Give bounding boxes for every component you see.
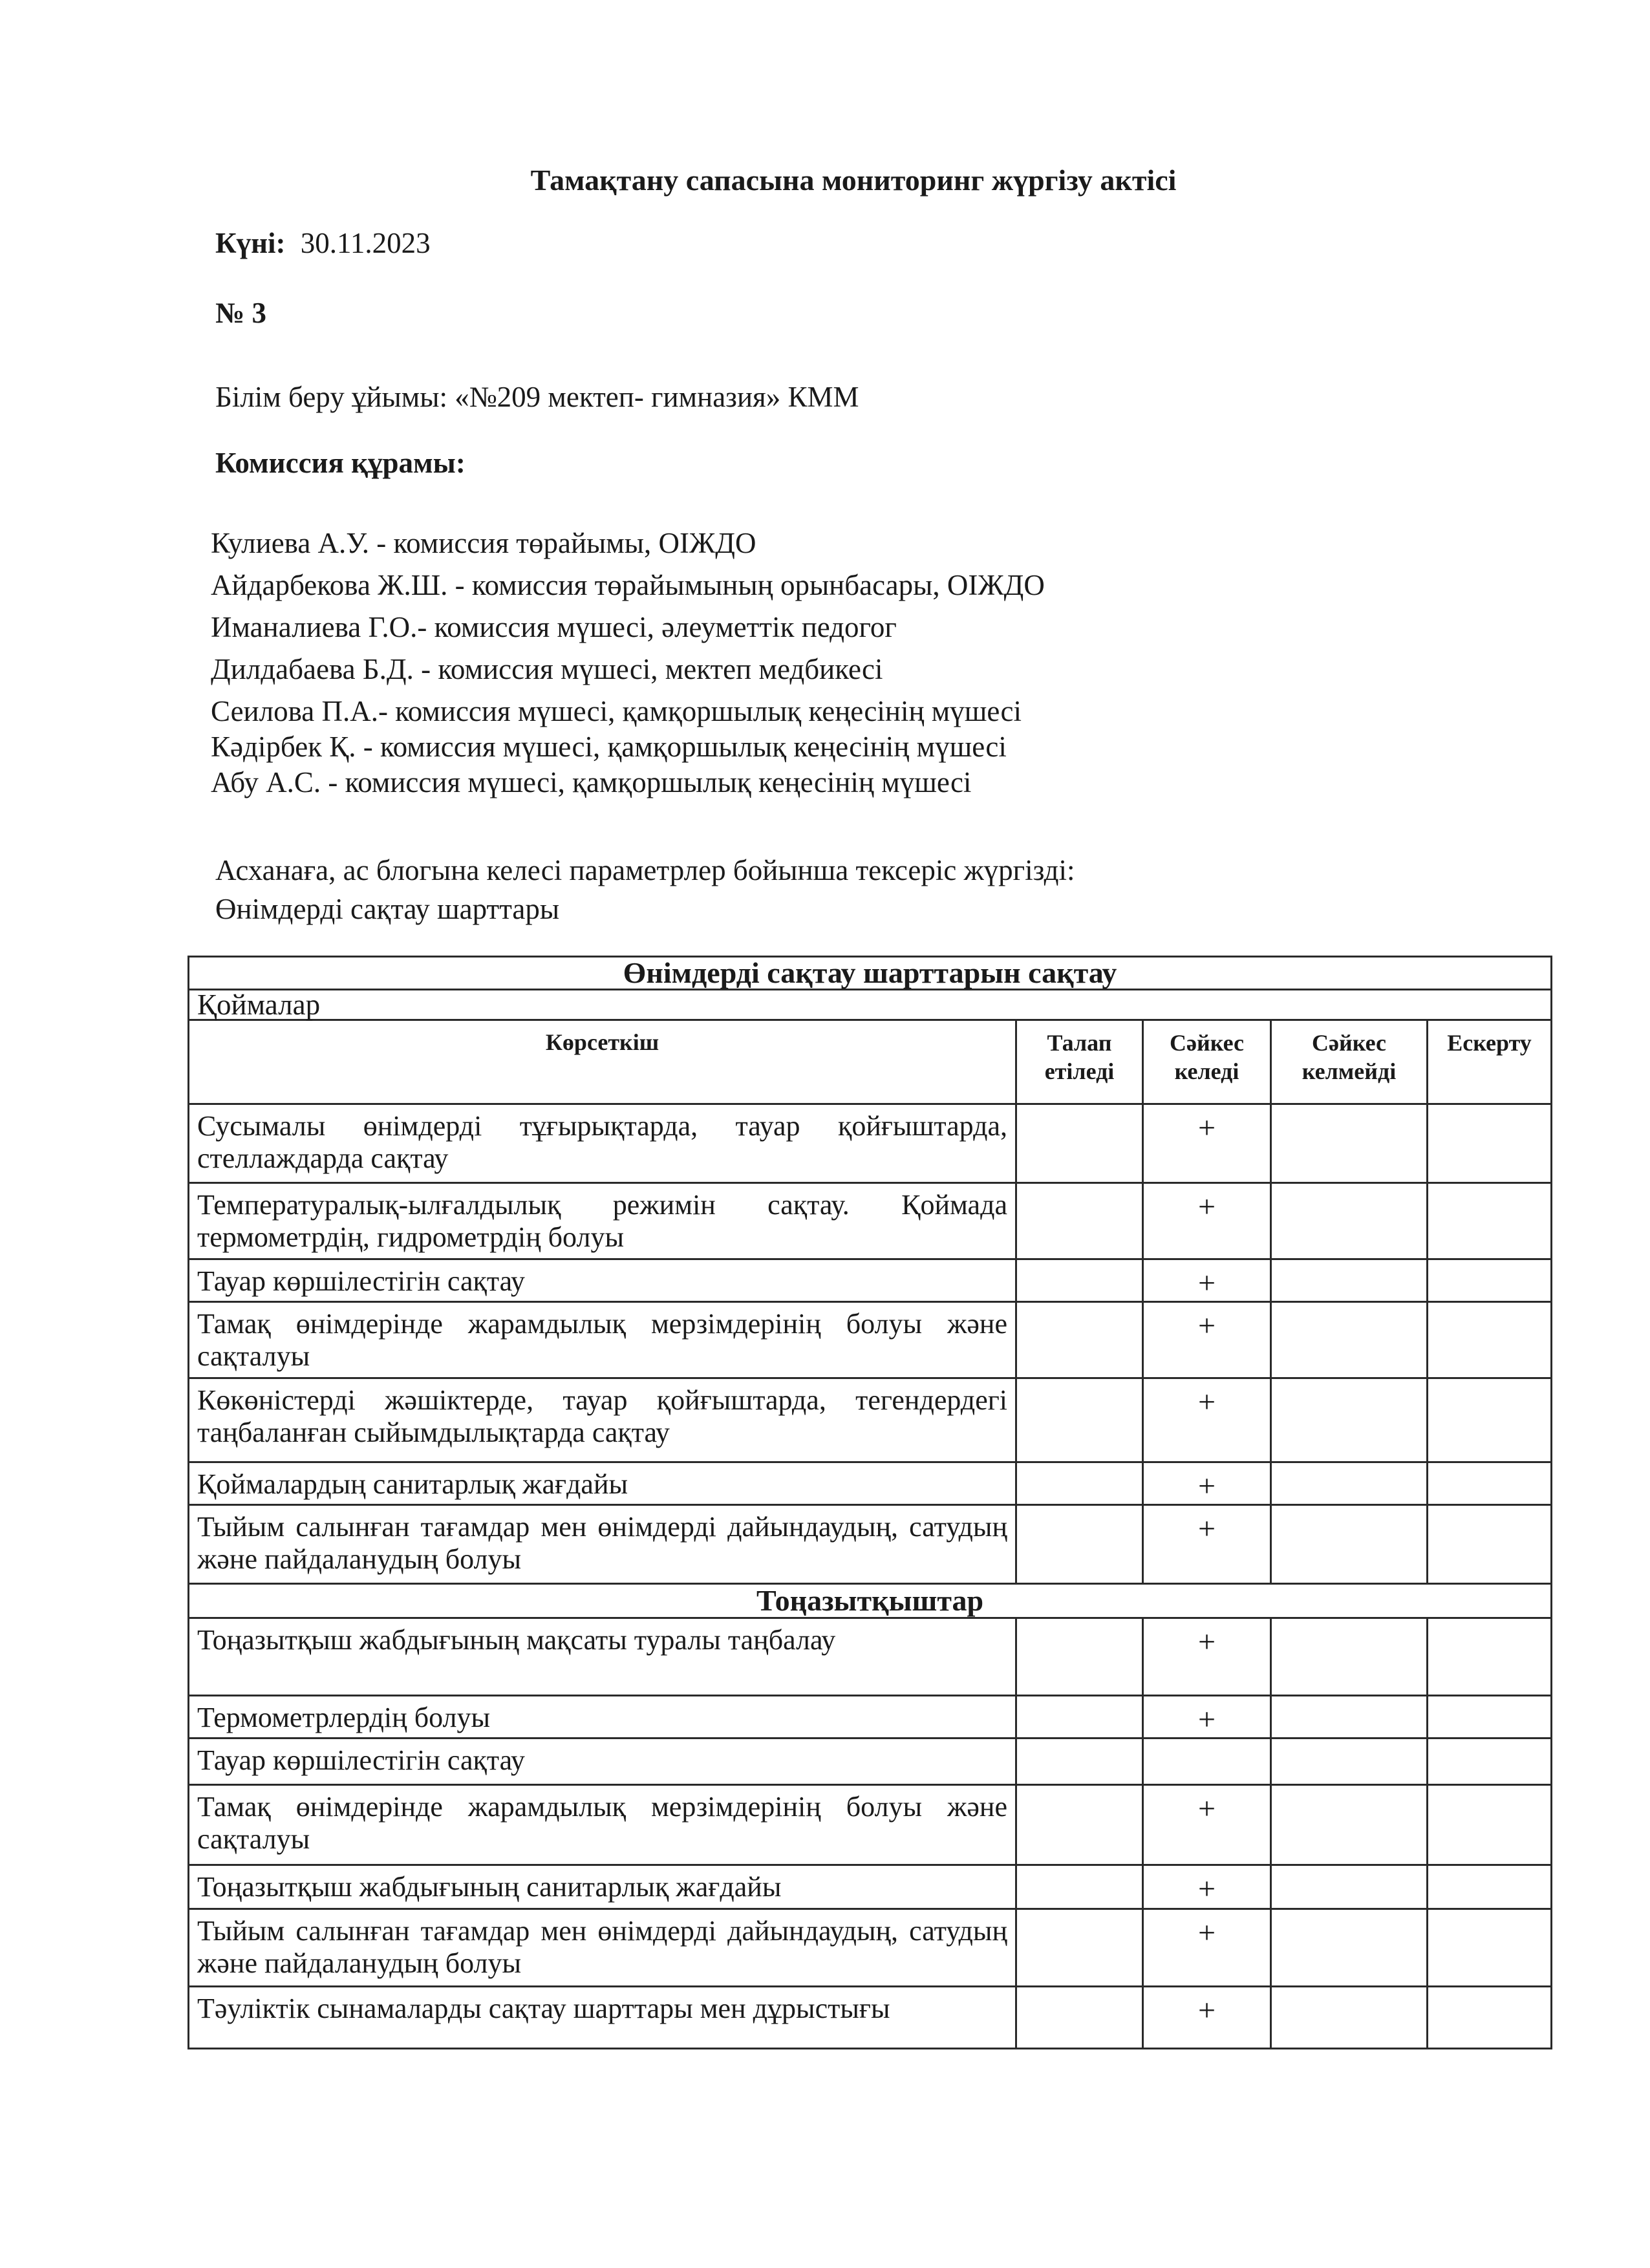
commission-members	[211, 522, 1045, 804]
required-cell	[1016, 1378, 1143, 1462]
member-item: Кәдірбек Қ. - комиссия мүшесі, қамқоршылық кеңесінің мүшесі	[211, 731, 1007, 763]
indicator-cell: Сусымалы өнімдерді тұғырықтарда, тауар қойғыштарда, стеллаждарда сақтау	[189, 1104, 1016, 1183]
complies-cell: +	[1143, 1618, 1271, 1696]
required-cell	[1016, 1738, 1143, 1785]
not-complies-cell	[1271, 1183, 1428, 1259]
required-cell	[1016, 1696, 1143, 1738]
required-cell	[1016, 1104, 1143, 1183]
not-complies-cell	[1271, 1505, 1428, 1584]
complies-cell: +	[1143, 1183, 1271, 1259]
member-item: Айдарбекова Ж.Ш. - комиссия төрайымының орынбасары, ОІЖДО	[211, 569, 1045, 601]
intro-line-1: Асханаға, ас блогына келесі параметрлер бойынша тексеріс жүргізді:	[215, 854, 1075, 886]
complies-cell	[1143, 1738, 1271, 1785]
indicator-cell: Тоңазытқыш жабдығының мақсаты туралы таңбалау	[189, 1618, 1016, 1696]
table-row	[189, 1909, 1552, 1987]
table-row	[189, 1696, 1552, 1738]
indicator-cell: Тауар көршілестігін сақтау	[189, 1259, 1016, 1302]
table-row	[189, 1987, 1552, 2049]
table-row	[189, 1104, 1552, 1183]
complies-cell: +	[1143, 1987, 1271, 2049]
document-title: Тамақтану сапасына мониторинг жүргізу актісі	[530, 164, 1177, 197]
section-warehouses: Қоймалар	[189, 990, 1552, 1020]
member-item: Кулиева А.У. - комиссия төрайымы, ОІЖДО	[211, 527, 756, 559]
note-cell	[1428, 1302, 1552, 1378]
required-cell	[1016, 1865, 1143, 1909]
storage-conditions-table	[188, 956, 1552, 2049]
note-cell	[1428, 1696, 1552, 1738]
required-cell	[1016, 1183, 1143, 1259]
intro-line-2: Өнімдерді сақтау шарттары	[215, 893, 560, 925]
complies-cell: +	[1143, 1378, 1271, 1462]
table-row	[189, 1785, 1552, 1865]
table-banner: Өнімдерді сақтау шарттарын сақтау	[189, 957, 1552, 990]
indicator-cell: Тамақ өнімдерінде жарамдылық мерзімдерінің болуы және сақталуы	[189, 1785, 1016, 1865]
indicator-cell: Термометрлердің болуы	[189, 1696, 1016, 1738]
table-row	[189, 1505, 1552, 1584]
col-header-required: Талап етіледі	[1016, 1020, 1143, 1104]
member-item: Иманалиева Г.О.- комиссия мүшесі, әлеуметтік педогог	[211, 611, 897, 643]
indicator-cell: Тыйым салынған тағамдар мен өнімдерді дайындаудың, сатудың және пайдаланудың болуы	[189, 1909, 1016, 1987]
col-header-indicator: Көрсеткіш	[189, 1020, 1016, 1104]
not-complies-cell	[1271, 1987, 1428, 2049]
col-header-complies: Сәйкес келеді	[1143, 1020, 1271, 1104]
not-complies-cell	[1271, 1259, 1428, 1302]
date-value: 30.11.2023	[300, 227, 431, 259]
not-complies-cell	[1271, 1865, 1428, 1909]
complies-cell: +	[1143, 1302, 1271, 1378]
complies-cell: +	[1143, 1462, 1271, 1505]
table-row	[189, 1302, 1552, 1378]
required-cell	[1016, 1987, 1143, 2049]
complies-cell: +	[1143, 1696, 1271, 1738]
indicator-cell: Тоңазытқыш жабдығының санитарлық жағдайы	[189, 1865, 1016, 1909]
required-cell	[1016, 1785, 1143, 1865]
not-complies-cell	[1271, 1462, 1428, 1505]
note-cell	[1428, 1785, 1552, 1865]
not-complies-cell	[1271, 1302, 1428, 1378]
not-complies-cell	[1271, 1909, 1428, 1987]
section-refrigerators: Тоңазытқыштар	[189, 1584, 1552, 1618]
table-row	[189, 1618, 1552, 1696]
indicator-cell: Температуралық-ылғалдылық режимін сақтау. Қоймада термометрдің, гидрометрдің болуы	[189, 1183, 1016, 1259]
table-row	[189, 1462, 1552, 1505]
not-complies-cell	[1271, 1696, 1428, 1738]
table-row	[189, 1183, 1552, 1259]
table-row	[189, 1865, 1552, 1909]
date-label: Күні:	[215, 227, 286, 259]
complies-cell: +	[1143, 1259, 1271, 1302]
note-cell	[1428, 1618, 1552, 1696]
not-complies-cell	[1271, 1378, 1428, 1462]
note-cell	[1428, 1865, 1552, 1909]
not-complies-cell	[1271, 1104, 1428, 1183]
indicator-cell: Тәуліктік сынамаларды сақтау шарттары мен дұрыстығы	[189, 1987, 1016, 2049]
member-item: Абу А.С. - комиссия мүшесі, қамқоршылық кеңесінің мүшесі	[211, 766, 972, 798]
required-cell	[1016, 1618, 1143, 1696]
indicator-cell: Тамақ өнімдерінде жарамдылық мерзімдерінің болуы және сақталуы	[189, 1302, 1016, 1378]
not-complies-cell	[1271, 1618, 1428, 1696]
table-row	[189, 1738, 1552, 1785]
required-cell	[1016, 1302, 1143, 1378]
table-body	[189, 957, 1552, 2049]
note-cell	[1428, 1909, 1552, 1987]
act-number: № 3	[215, 297, 266, 329]
table-row	[189, 1259, 1552, 1302]
note-cell	[1428, 1183, 1552, 1259]
table-row	[189, 1378, 1552, 1462]
required-cell	[1016, 1909, 1143, 1987]
complies-cell: +	[1143, 1785, 1271, 1865]
complies-cell: +	[1143, 1865, 1271, 1909]
note-cell	[1428, 1462, 1552, 1505]
indicator-cell: Көкөністерді жәшіктерде, тауар қойғыштарда, тегендердегі таңбаланған сыйымдылықтарда сақтау	[189, 1378, 1016, 1462]
indicator-cell: Тыйым салынған тағамдар мен өнімдерді дайындаудың, сатудың және пайдаланудың болуы	[189, 1505, 1016, 1584]
complies-cell: +	[1143, 1909, 1271, 1987]
commission-heading: Комиссия құрамы:	[215, 447, 466, 479]
complies-cell: +	[1143, 1505, 1271, 1584]
note-cell	[1428, 1987, 1552, 2049]
indicator-cell: Қоймалардың санитарлық жағдайы	[189, 1462, 1016, 1505]
complies-cell: +	[1143, 1104, 1271, 1183]
note-cell	[1428, 1104, 1552, 1183]
organization-line: Білім беру ұйымы: «№209 мектеп- гимназия» КММ	[215, 381, 859, 413]
required-cell	[1016, 1259, 1143, 1302]
note-cell	[1428, 1505, 1552, 1584]
member-item: Дилдабаева Б.Д. - комиссия мүшесі, мектеп медбикесі	[211, 653, 883, 685]
not-complies-cell	[1271, 1785, 1428, 1865]
not-complies-cell	[1271, 1738, 1428, 1785]
note-cell	[1428, 1378, 1552, 1462]
note-cell	[1428, 1259, 1552, 1302]
indicator-cell: Тауар көршілестігін сақтау	[189, 1738, 1016, 1785]
col-header-note: Ескерту	[1428, 1020, 1552, 1104]
date-line	[215, 226, 431, 260]
note-cell	[1428, 1738, 1552, 1785]
required-cell	[1016, 1505, 1143, 1584]
col-header-not-complies: Сәйкес келмейді	[1271, 1020, 1428, 1104]
required-cell	[1016, 1462, 1143, 1505]
member-item: Сеилова П.А.- комиссия мүшесі, қамқоршылық кеңесінің мүшесі	[211, 695, 1022, 727]
